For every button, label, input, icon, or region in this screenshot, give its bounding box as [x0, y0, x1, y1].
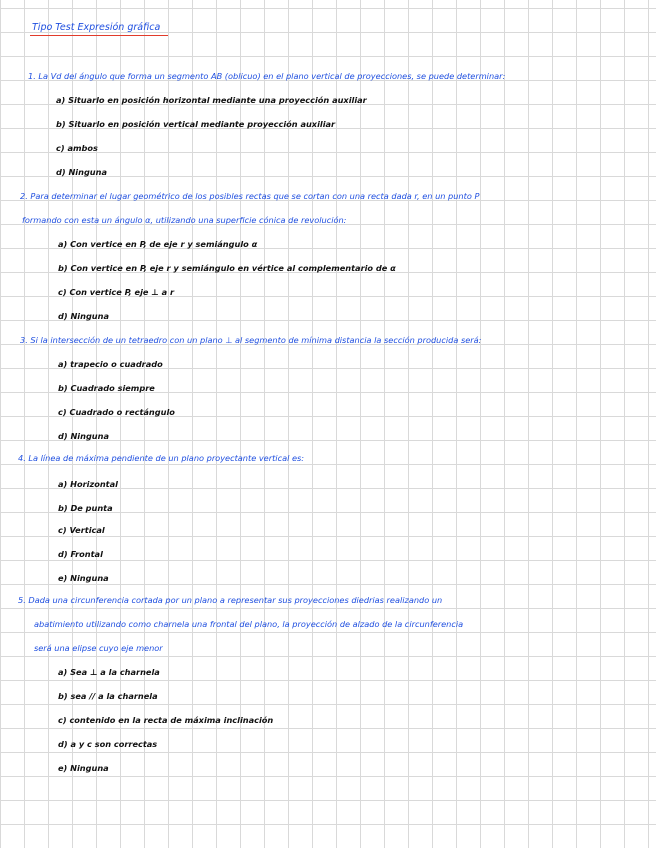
- question-4-option-b: b) De punta: [58, 503, 113, 513]
- question-5-line-1: 5. Dada una circunferencia cortada por un plano a representar sus proyecciones diedrias realizando un: [18, 595, 443, 605]
- question-3-option-d: d) Ninguna: [58, 431, 109, 441]
- question-2-line-1: 2. Para determinar el lugar geométrico de los posibles rectas que se cortan con una recta dada r, en un punto P: [20, 191, 480, 201]
- question-3-option-b: b) Cuadrado siempre: [58, 383, 155, 393]
- question-4-option-d: d) Frontal: [58, 549, 103, 559]
- question-1-option-d: d) Ninguna: [56, 167, 107, 177]
- question-4-line-1: 4. La línea de máxima pendiente de un plano proyectante vertical es:: [18, 453, 305, 463]
- question-2-line-2: formando con esta un ángulo α, utilizando una superficie cónica de revolución:: [22, 215, 347, 225]
- question-1-option-a: a) Situarlo en posición horizontal mediante una proyección auxiliar: [56, 95, 367, 105]
- question-4-option-c: c) Vertical: [58, 525, 105, 535]
- question-1-option-b: b) Situarlo en posición vertical mediante proyección auxiliar: [56, 119, 336, 129]
- question-5-option-b: b) sea // a la charnela: [58, 691, 158, 701]
- question-5-option-d: d) a y c son correctas: [58, 739, 158, 749]
- question-4-option-a: a) Horizontal: [58, 479, 118, 489]
- question-2-option-c: c) Con vertice P, eje ⊥ a r: [58, 287, 175, 297]
- page-title: Tipo Test Expresión gráfica: [32, 22, 161, 33]
- question-2-option-a: a) Con vertice en P, de eje r y semiángulo α: [58, 239, 258, 249]
- question-3-line-1: 3. Si la intersección de un tetraedro con un plano ⊥ al segmento de mínima distancia la sección producida será:: [20, 335, 482, 345]
- question-5-line-2: abatimiento utilizando como charnela una frontal del plano, la proyección de alzado de la circunferencia: [34, 619, 464, 629]
- question-1-option-c: c) ambos: [56, 143, 98, 153]
- question-4-option-e: e) Ninguna: [58, 573, 109, 583]
- question-3-option-c: c) Cuadrado o rectángulo: [58, 407, 175, 417]
- question-5-option-e: e) Ninguna: [58, 763, 109, 773]
- question-2-option-d: d) Ninguna: [58, 311, 109, 321]
- question-5-line-3: será una elipse cuyo eje menor: [34, 643, 163, 653]
- question-3-option-a: a) trapecio o cuadrado: [58, 359, 163, 369]
- question-5-option-c: c) contenido en la recta de máxima inclinación: [58, 715, 274, 725]
- question-5-option-a: a) Sea ⊥ a la charnela: [58, 667, 160, 677]
- title-underline: [30, 35, 168, 36]
- question-2-option-b: b) Con vertice en P, eje r y semiángulo en vértice al complementario de α: [58, 263, 396, 273]
- question-1-line-1: 1. La Vd del ángulo que forma un segmento AB (oblicuo) en el plano vertical de proyecciones, se puede determinar:: [28, 71, 506, 81]
